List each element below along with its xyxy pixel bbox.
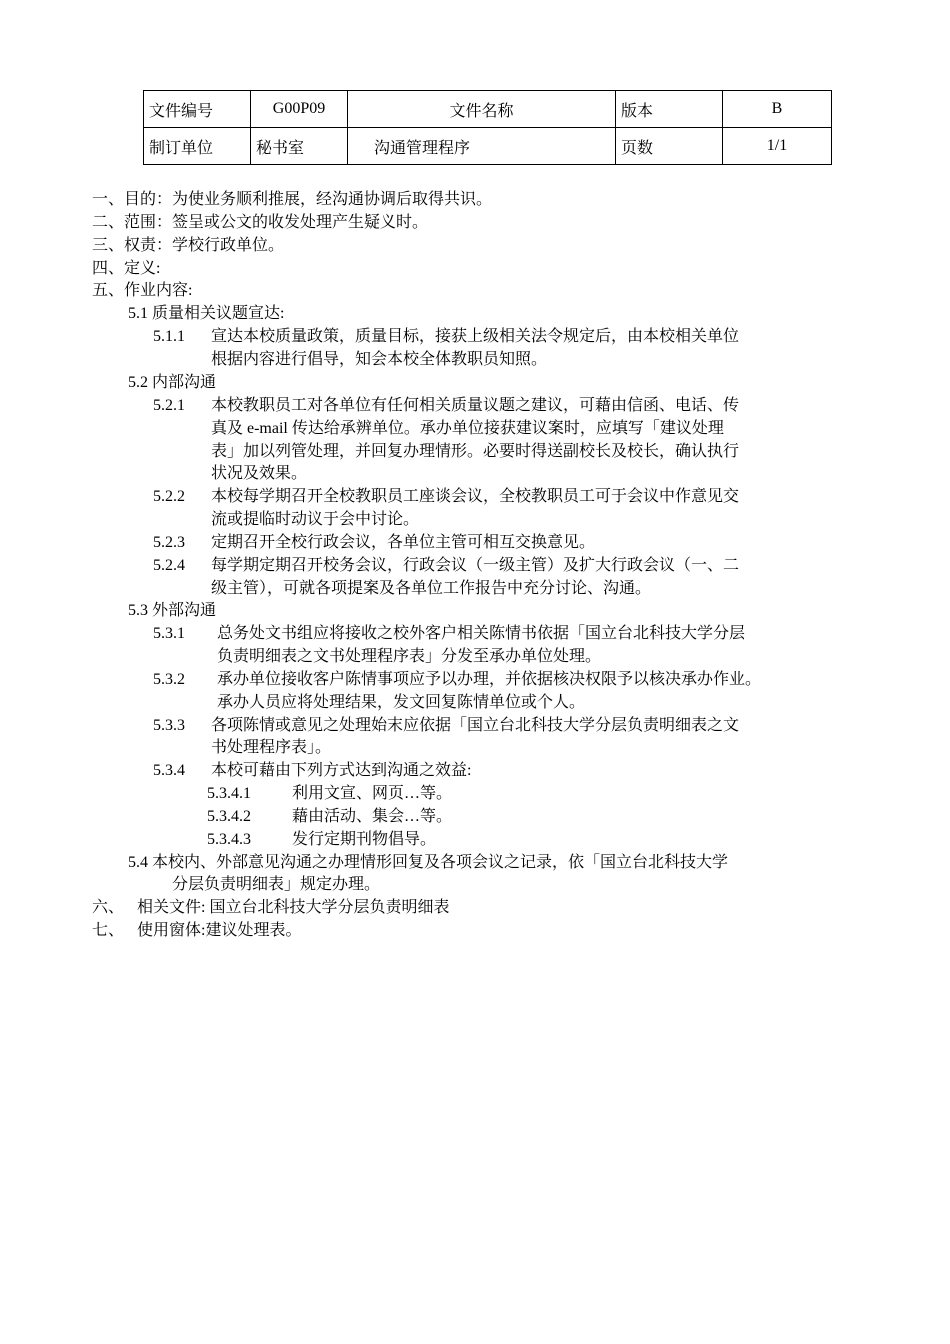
- version-label: 版本: [616, 91, 723, 128]
- subsection-heading: 5.3 外部沟通: [128, 602, 217, 619]
- section-6-number: 六、: [92, 899, 125, 916]
- item-text: 书处理程序表」。: [211, 739, 332, 756]
- item-text: 本校教职员工对各单位有任何相关质量议题之建议，可藉由信函、电话、传: [211, 397, 740, 414]
- item-text: 本校可藉由下列方式达到沟通之效益:: [211, 762, 472, 779]
- item-number: 5.3.3: [153, 717, 185, 734]
- item-number: 5.2.2: [153, 488, 185, 505]
- section-7-forms: 使用窗体:建议处理表。: [137, 922, 302, 939]
- item-text: 根据内容进行倡导，知会本校全体教职员知照。: [211, 351, 548, 368]
- file-name-label: 文件名称: [348, 91, 616, 128]
- sub-item-number: 5.3.4.1: [207, 785, 251, 802]
- item-text: 每学期定期召开校务会议，行政会议（一级主管）及扩大行政会议（一、二: [211, 557, 740, 574]
- item-text: 本校每学期召开全校教职员工座谈会议，全校教职员工可于会议中作意见交: [211, 488, 740, 505]
- item-text: 负责明细表之文书处理程序表」分发至承办单位处理。: [217, 648, 602, 665]
- section-5-procedure: 五、作业内容:: [92, 282, 193, 299]
- header-row-1: [144, 91, 832, 128]
- section-7-number: 七、: [92, 922, 125, 939]
- section-6-related-documents: 相关文件: 国立台北科技大学分层负责明细表: [137, 899, 450, 916]
- subsection-heading: 5.1 质量相关议题宣达:: [128, 305, 285, 322]
- sub-item-text: 利用文宣、网页…等。: [292, 785, 453, 802]
- item-text: 流或提临时动议于会中讨论。: [211, 511, 420, 528]
- unit-label: 制订单位: [144, 128, 251, 165]
- unit-value: 秘书室: [251, 128, 348, 165]
- item-text: 承办人员应将处理结果，发文回复陈情单位或个人。: [217, 694, 586, 711]
- sub-item-number: 5.3.4.3: [207, 831, 251, 848]
- pages-label: 页数: [616, 128, 723, 165]
- item-text: 表」加以列管处理，并回复办理情形。必要时得送副校长及校长，确认执行: [211, 443, 740, 460]
- item-text: 总务处文书组应将接收之校外客户相关陈情书依据「国立台北科技大学分层: [217, 625, 746, 642]
- subsection-heading: 5.4 本校内、外部意见沟通之办理情形回复及各项会议之记录，依「国立台北科技大学: [128, 854, 729, 871]
- item-number: 5.3.4: [153, 762, 185, 779]
- section-2-scope: 二、范围：签呈或公文的收发处理产生疑义时。: [92, 214, 429, 231]
- sub-item-number: 5.3.4.2: [207, 808, 251, 825]
- header-row-2: [144, 128, 832, 165]
- pages-value: 1/1: [723, 128, 832, 165]
- item-number: 5.2.1: [153, 397, 185, 414]
- section-4-definition: 四、定义:: [92, 260, 161, 277]
- item-number: 5.2.4: [153, 557, 185, 574]
- sub-item-text: 发行定期刊物倡导。: [292, 831, 437, 848]
- subsection-heading: 5.2 内部沟通: [128, 374, 217, 391]
- item-text: 宣达本校质量政策，质量目标，接获上级相关法令规定后，由本校相关单位: [211, 328, 740, 345]
- item-text: 级主管），可就各项提案及各单位工作报告中充分讨论、沟通。: [211, 580, 652, 597]
- item-number: 5.3.1: [153, 625, 185, 642]
- sub-item-text: 藉由活动、集会…等。: [292, 808, 453, 825]
- item-text: 真及 e-mail 传达给承辨单位。承办单位接获建议案时，应填写「建议处理: [211, 420, 724, 437]
- subsection-continuation: 分层负责明细表」规定办理。: [172, 876, 381, 893]
- section-3-responsibility: 三、权责：学校行政单位。: [92, 237, 285, 254]
- file-name-value: 沟通管理程序: [348, 128, 616, 165]
- item-text: 状况及效果。: [211, 465, 308, 482]
- section-1-purpose: 一、目的：为使业务顺利推展，经沟通协调后取得共识。: [92, 191, 493, 208]
- version-value: B: [723, 91, 832, 128]
- item-number: 5.1.1: [153, 328, 185, 345]
- item-number: 5.2.3: [153, 534, 185, 551]
- file-code-label: 文件编号: [144, 91, 251, 128]
- file-code-value: G00P09: [251, 91, 348, 128]
- item-text: 定期召开全校行政会议，各单位主管可相互交换意见。: [211, 534, 596, 551]
- item-text: 承办单位接收客户陈情事项应予以办理，并依据核决权限予以核决承办作业。: [217, 671, 762, 688]
- item-text: 各项陈情或意见之处理始末应依据「国立台北科技大学分层负责明细表之文: [211, 717, 740, 734]
- document-header-table: [143, 90, 832, 165]
- item-number: 5.3.2: [153, 671, 185, 688]
